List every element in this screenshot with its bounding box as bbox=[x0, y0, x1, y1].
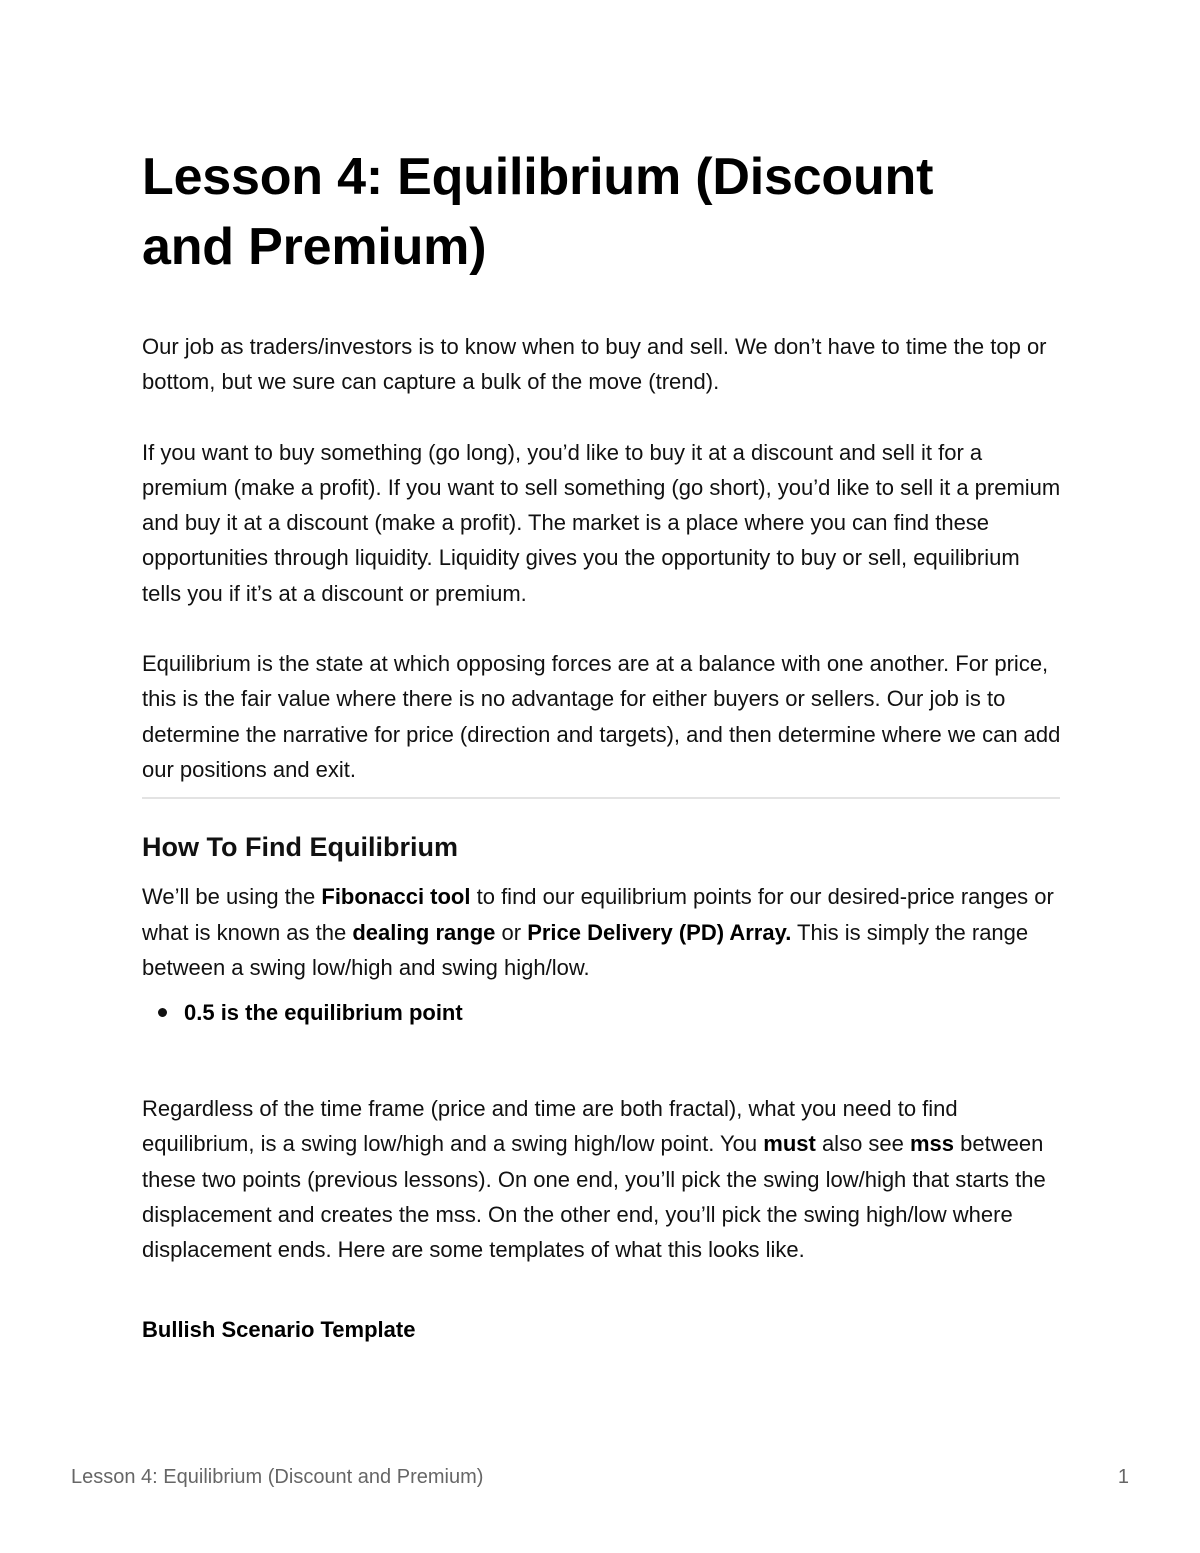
footer-page-number: 1 bbox=[1117, 1466, 1129, 1488]
pd-array-term: Price Delivery (PD) Array. bbox=[527, 919, 792, 945]
section-heading: How To Find Equilibrium bbox=[142, 832, 458, 863]
page-title-line-1: Lesson 4: Equilibrium (Discount bbox=[142, 148, 934, 206]
fibonacci-paragraph bbox=[142, 879, 1062, 985]
timeframe-paragraph-text-1: Regardless of the time frame (price and time are both fractal), what you need to find equilibrium, is a swing low/high and a swing high/low point. You bbox=[142, 1096, 958, 1157]
page-title bbox=[142, 142, 1062, 282]
document-content bbox=[142, 142, 1062, 1345]
footer-title: Lesson 4: Equilibrium (Discount and Premium) bbox=[71, 1466, 484, 1488]
bullet-list bbox=[142, 998, 1062, 1028]
mss-term: mss bbox=[910, 1131, 955, 1157]
fibonacci-tool-term: Fibonacci tool bbox=[321, 884, 471, 910]
fibonacci-paragraph-text-3: or bbox=[495, 919, 528, 945]
must-term: must bbox=[763, 1131, 816, 1157]
section-divider bbox=[142, 797, 1060, 799]
timeframe-paragraph-text-3: between these two points (previous lessons). On one end, you’ll pick the swing low/high that starts the displacement and creates the mss. On the other end, you’ll pick the swing high/low where displacement ends. Here are some templates of what this looks like. bbox=[142, 1131, 1046, 1263]
fibonacci-paragraph-text-1: We’ll be using the bbox=[142, 884, 322, 910]
fibonacci-paragraph-text-2: to find our equilibrium points for our desired-price ranges or what is known as the bbox=[142, 884, 1054, 945]
bullish-template-subheading: Bullish Scenario Template bbox=[142, 1316, 416, 1342]
bullet-dot-icon bbox=[158, 1008, 167, 1017]
fibonacci-paragraph-text-4: This is simply the range between a swing low/high and swing high/low. bbox=[142, 919, 1029, 980]
page-title-line-2: and Premium) bbox=[142, 218, 487, 276]
dealing-range-term: dealing range bbox=[352, 919, 496, 945]
list-item bbox=[184, 998, 1062, 1028]
discount-premium-paragraph: If you want to buy something (go long), you’d like to buy it at a discount and sell it for a premium (make a profit). If you want to sell something (go short), you’d like to sell it a premium and buy it at a discount (make a profit). The market is a place where you can find these opportunities through liquidity. Liquidity gives you the opportunity to buy or sell, equilibrium tells you if it’s at a discount or premium. bbox=[142, 439, 1061, 606]
timeframe-paragraph-text-2: also see bbox=[815, 1131, 910, 1157]
equilibrium-definition-paragraph: Equilibrium is the state at which opposing forces are at a balance with one another. For price, this is the fair value where there is no advantage for either buyers or sellers. Our job is to determine the narrative for price (direction and targets), and then determine where we can add our positions and exit. bbox=[142, 651, 1061, 782]
list-item-text: 0.5 is the equilibrium point bbox=[184, 1000, 463, 1026]
intro-paragraph: Our job as traders/investors is to know when to buy and sell. We don’t have to time the top or bottom, but we sure can capture a bulk of the move (trend). bbox=[142, 334, 1047, 395]
timeframe-paragraph bbox=[142, 1091, 1062, 1267]
